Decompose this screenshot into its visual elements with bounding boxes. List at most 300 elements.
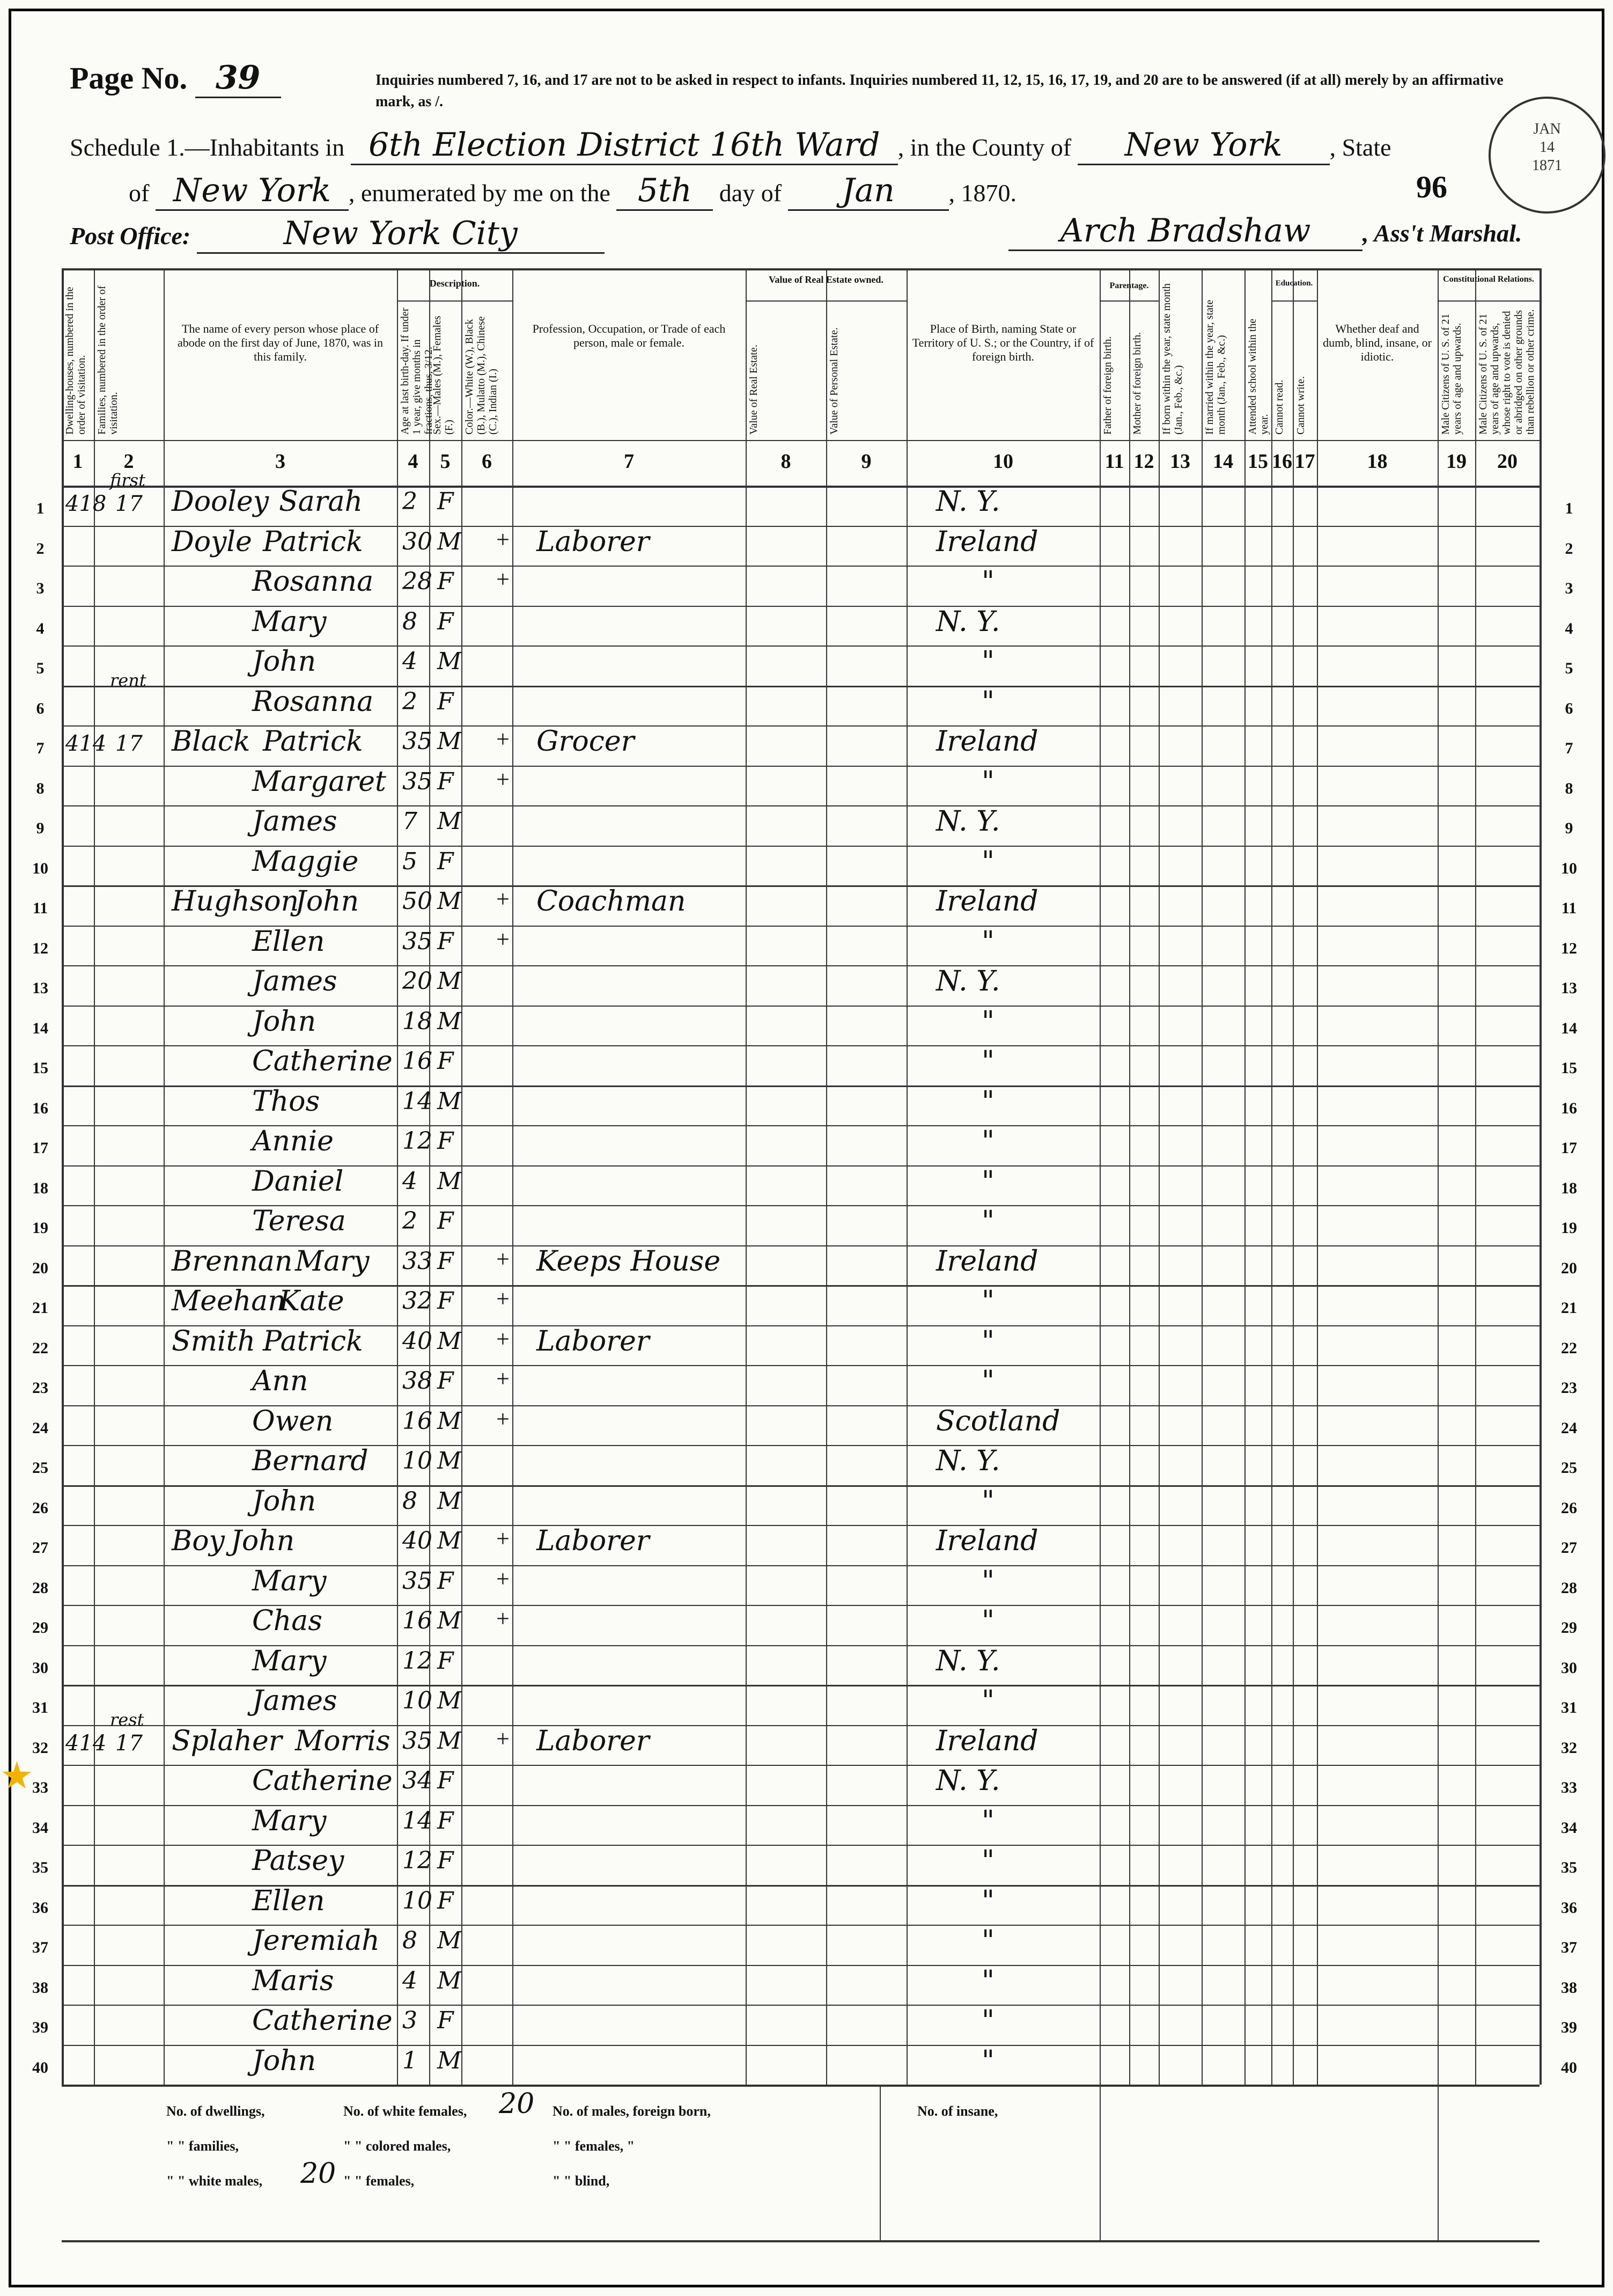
given-name: Patsey bbox=[252, 1845, 344, 1877]
row-number-right: 12 bbox=[1561, 939, 1577, 957]
footer-white-females: No. of white females, bbox=[343, 2103, 467, 2119]
column-rule bbox=[1129, 268, 1130, 2085]
row-number-left: 14 bbox=[32, 1019, 48, 1037]
given-name: Patrick bbox=[263, 725, 363, 758]
age: 34 bbox=[402, 1767, 432, 1794]
row-number-right: 34 bbox=[1561, 1818, 1577, 1837]
age: 40 bbox=[402, 1327, 432, 1355]
row-number-left: 2 bbox=[36, 539, 45, 558]
row-number-left: 34 bbox=[32, 1818, 48, 1837]
column-head-14: If married within the year, state month (Jan., Feb., &c.) bbox=[1204, 299, 1227, 435]
row-number-left: 3 bbox=[36, 579, 45, 597]
row-number-right: 2 bbox=[1565, 539, 1573, 558]
column-number-2: 2 bbox=[123, 450, 134, 473]
age: 35 bbox=[402, 767, 432, 795]
given-name: Catherine bbox=[252, 1045, 393, 1077]
row-number-left: 31 bbox=[32, 1699, 48, 1717]
age: 35 bbox=[402, 1567, 432, 1595]
column-head-15: Attended school within the year. bbox=[1247, 318, 1270, 435]
given-name: Ellen bbox=[252, 1884, 325, 1917]
enumerated-label: , enumerated by me on the bbox=[348, 179, 610, 207]
sex: M bbox=[437, 808, 462, 835]
column-rule bbox=[1438, 268, 1439, 2085]
age: 40 bbox=[402, 1527, 432, 1554]
family-number: 17 bbox=[115, 1730, 143, 1756]
row-number-right: 4 bbox=[1565, 619, 1573, 637]
row-number-left: 7 bbox=[36, 739, 45, 757]
given-name: John bbox=[231, 1525, 295, 1557]
column-number-7: 7 bbox=[624, 450, 634, 473]
given-name: Chas bbox=[252, 1605, 322, 1637]
birthplace: N. Y. bbox=[936, 1445, 1000, 1477]
rule-line bbox=[62, 2085, 1540, 2087]
column-number-18: 18 bbox=[1367, 450, 1388, 473]
column-head-16: Cannot read. bbox=[1273, 379, 1285, 435]
year-value: , 1870. bbox=[948, 179, 1017, 207]
row-number-left: 21 bbox=[32, 1299, 48, 1317]
age: 10 bbox=[402, 1447, 432, 1475]
column-rule bbox=[1271, 268, 1272, 2085]
birthplace: Ireland bbox=[936, 1725, 1038, 1757]
column-head-5: Sex.—Males (M.), Females (F.) bbox=[431, 316, 455, 435]
row-number-right: 32 bbox=[1561, 1738, 1577, 1757]
occupation: Laborer bbox=[536, 1325, 650, 1358]
age: 3 bbox=[402, 2007, 417, 2034]
row-number-right: 23 bbox=[1561, 1379, 1577, 1397]
birthplace: " bbox=[982, 1964, 995, 1997]
footer-white-males: " " white males, bbox=[166, 2173, 263, 2189]
column-head-2: Families, numbered in the order of visitation. bbox=[96, 285, 120, 435]
row-number-right: 25 bbox=[1561, 1459, 1577, 1477]
age: 20 bbox=[402, 967, 432, 995]
age: 35 bbox=[402, 728, 432, 755]
surname: Black bbox=[172, 725, 251, 758]
given-name: Jeremiah bbox=[252, 1925, 380, 1957]
birthplace: " bbox=[982, 1365, 995, 1397]
row-number-left: 28 bbox=[32, 1579, 48, 1597]
age: 8 bbox=[402, 607, 417, 635]
margin-note: rest bbox=[110, 1709, 144, 1730]
sex: M bbox=[437, 648, 462, 675]
column-number-19: 19 bbox=[1446, 450, 1467, 473]
row-number-right: 20 bbox=[1561, 1259, 1577, 1277]
color-mark: + bbox=[496, 766, 510, 793]
given-name: John bbox=[252, 1005, 316, 1038]
surname: Doyle bbox=[172, 525, 252, 558]
footer-colored-males: " " colored males, bbox=[343, 2138, 451, 2154]
given-name: Teresa bbox=[252, 1205, 346, 1237]
received-stamp bbox=[1489, 97, 1605, 214]
row-number-right: 33 bbox=[1561, 1779, 1577, 1796]
column-rule bbox=[1293, 268, 1294, 2085]
footer-dwellings: No. of dwellings, bbox=[166, 2103, 265, 2119]
row-number-left: 36 bbox=[32, 1898, 48, 1917]
surname: Boy bbox=[172, 1525, 225, 1557]
birthplace: " bbox=[982, 1005, 995, 1038]
row-number-left: 30 bbox=[32, 1659, 48, 1677]
row-number-right: 16 bbox=[1561, 1099, 1577, 1117]
given-name: Maris bbox=[252, 1964, 334, 1997]
birthplace: Ireland bbox=[936, 725, 1038, 758]
sex: M bbox=[437, 967, 462, 995]
sex: F bbox=[437, 1647, 454, 1675]
footer-foreign-females: " " females, " bbox=[553, 2138, 635, 2154]
surname: Dooley bbox=[172, 486, 269, 518]
age: 12 bbox=[402, 1847, 432, 1874]
column-rule bbox=[1540, 268, 1542, 2085]
row-number-right: 6 bbox=[1565, 699, 1573, 717]
age: 8 bbox=[402, 1927, 417, 1954]
given-name: Daniel bbox=[252, 1165, 344, 1198]
county-label: , in the County of bbox=[897, 134, 1072, 161]
sex: F bbox=[437, 1127, 454, 1155]
column-number-17: 17 bbox=[1294, 450, 1315, 473]
row-number-left: 23 bbox=[32, 1379, 48, 1397]
column-number-12: 12 bbox=[1133, 450, 1154, 473]
rule-line bbox=[1100, 300, 1159, 302]
footer-white-males-value: 20 bbox=[300, 2158, 336, 2190]
color-mark: + bbox=[496, 1605, 510, 1632]
rule-line bbox=[62, 2240, 1540, 2242]
age: 33 bbox=[402, 1247, 432, 1275]
birthplace: " bbox=[982, 1165, 995, 1198]
row-number-left: 6 bbox=[36, 699, 45, 717]
rule-line bbox=[397, 300, 512, 302]
given-name: Margaret bbox=[252, 765, 386, 798]
row-number-right: 24 bbox=[1561, 1419, 1577, 1437]
row-number-right: 26 bbox=[1561, 1499, 1577, 1517]
column-head-3: The name of every person whose place of abode on the first day of June, 1870, was in this family. bbox=[177, 322, 384, 363]
age: 1 bbox=[402, 2046, 417, 2074]
given-name: Catherine bbox=[252, 1765, 393, 1797]
age: 5 bbox=[402, 847, 417, 875]
row-number-right: 3 bbox=[1565, 579, 1573, 597]
column-head-12: Mother of foreign birth. bbox=[1131, 332, 1143, 435]
sex: M bbox=[437, 1927, 462, 1954]
column-number-16: 16 bbox=[1272, 450, 1292, 473]
given-name: Patrick bbox=[263, 525, 363, 558]
birthplace: " bbox=[982, 645, 995, 678]
row-number-left: 12 bbox=[32, 939, 48, 957]
column-head-6: Color.—White (W.), Black (B.), Mulatto (M.), Chinese (C.), Indian (I.) bbox=[463, 316, 499, 435]
group-head-constitutional: Constitutional Relations. bbox=[1443, 275, 1534, 284]
sex: M bbox=[437, 1527, 462, 1554]
age: 16 bbox=[402, 1047, 432, 1075]
column-head-17: Cannot write. bbox=[1295, 376, 1307, 435]
row-number-left: 15 bbox=[32, 1059, 48, 1077]
row-number-right: 1 bbox=[1565, 500, 1573, 517]
state-label: , State bbox=[1329, 134, 1391, 161]
day-value: 5th bbox=[616, 172, 713, 211]
row-number-right: 5 bbox=[1565, 659, 1573, 677]
column-head-18: Whether deaf and dumb, blind, insane, or idiotic. bbox=[1323, 322, 1432, 363]
sex: M bbox=[437, 2046, 462, 2074]
dwelling-number: 418 bbox=[65, 492, 107, 516]
sex: F bbox=[437, 1767, 454, 1794]
row-number-left: 27 bbox=[32, 1539, 48, 1557]
row-number-right: 35 bbox=[1561, 1859, 1577, 1876]
birthplace: " bbox=[982, 685, 995, 718]
row-number-right: 29 bbox=[1561, 1619, 1577, 1637]
enumeration-line bbox=[129, 172, 1017, 211]
given-name: Maggie bbox=[252, 845, 359, 878]
row-number-right: 27 bbox=[1561, 1539, 1577, 1557]
dwelling-number: 414 bbox=[65, 731, 107, 756]
column-rule bbox=[880, 2085, 881, 2240]
sex: F bbox=[437, 2007, 454, 2034]
given-name: Mary bbox=[252, 1645, 327, 1677]
sex: M bbox=[437, 1607, 462, 1634]
row-number-right: 17 bbox=[1561, 1139, 1577, 1157]
given-name: Bernard bbox=[252, 1445, 369, 1477]
row-number-left: 25 bbox=[32, 1459, 48, 1477]
group-head-description: Description. bbox=[429, 278, 480, 289]
given-name: Ann bbox=[252, 1365, 308, 1397]
row-number-right: 11 bbox=[1561, 899, 1577, 917]
row-number-right: 40 bbox=[1561, 2058, 1577, 2077]
column-number-3: 3 bbox=[275, 450, 285, 473]
given-name: Ellen bbox=[252, 925, 325, 958]
birthplace: Ireland bbox=[936, 1245, 1038, 1278]
column-rule bbox=[1438, 2085, 1439, 2240]
column-head-9: Value of Personal Estate. bbox=[828, 327, 840, 435]
state-value: New York bbox=[156, 172, 349, 211]
age: 2 bbox=[402, 1207, 417, 1235]
schedule-line bbox=[70, 126, 1391, 165]
sex: M bbox=[437, 1447, 462, 1475]
stamp-year: 1871 bbox=[1532, 157, 1562, 174]
column-rule bbox=[1100, 2085, 1101, 2240]
color-mark: + bbox=[496, 1725, 510, 1752]
column-rule bbox=[746, 268, 747, 2085]
column-number-10: 10 bbox=[993, 450, 1013, 473]
given-name: James bbox=[252, 805, 337, 838]
given-name: Annie bbox=[252, 1125, 334, 1157]
rule-line bbox=[1271, 300, 1317, 302]
page-label-text: Page No. bbox=[70, 61, 188, 96]
row-number-left: 40 bbox=[32, 2058, 48, 2077]
sex: F bbox=[437, 1207, 454, 1235]
row-number-right: 13 bbox=[1561, 979, 1577, 997]
color-mark: + bbox=[496, 566, 510, 592]
occupation: Laborer bbox=[536, 1525, 650, 1557]
given-name: Catherine bbox=[252, 2005, 393, 2037]
column-rule bbox=[397, 268, 398, 2085]
column-rule bbox=[1317, 268, 1318, 2085]
color-mark: + bbox=[496, 1525, 510, 1552]
column-number-8: 8 bbox=[780, 450, 791, 473]
color-mark: + bbox=[496, 886, 510, 912]
column-head-11: Father of foreign birth. bbox=[1102, 336, 1114, 435]
row-number-right: 21 bbox=[1561, 1299, 1577, 1317]
column-number-13: 13 bbox=[1170, 450, 1190, 473]
age: 2 bbox=[402, 687, 417, 715]
sex: M bbox=[437, 1687, 462, 1714]
birthplace: " bbox=[982, 1884, 995, 1917]
footer-females: " " females, bbox=[343, 2173, 415, 2189]
sex: M bbox=[437, 1727, 462, 1755]
post-office-line bbox=[70, 215, 605, 254]
row-number-left: 22 bbox=[32, 1339, 48, 1357]
color-mark: + bbox=[496, 926, 510, 952]
age: 28 bbox=[402, 568, 432, 595]
rule-line bbox=[1438, 300, 1540, 302]
birthplace: " bbox=[982, 845, 995, 878]
column-rule bbox=[94, 268, 95, 2085]
sex: F bbox=[437, 1847, 454, 1874]
given-name: Mary bbox=[295, 1245, 370, 1278]
row-number-left: 1 bbox=[36, 500, 45, 517]
row-number-right: 22 bbox=[1561, 1339, 1577, 1357]
sex: M bbox=[437, 728, 462, 755]
day-label: day of bbox=[719, 179, 782, 207]
birthplace: Ireland bbox=[936, 525, 1038, 558]
sex: F bbox=[437, 767, 454, 795]
row-number-right: 18 bbox=[1561, 1179, 1577, 1197]
color-mark: + bbox=[496, 1245, 510, 1272]
sex: F bbox=[437, 847, 454, 875]
birthplace: Ireland bbox=[936, 1525, 1038, 1557]
occupation: Coachman bbox=[536, 885, 686, 918]
sex: F bbox=[437, 607, 454, 635]
row-number-left: 9 bbox=[36, 819, 45, 837]
birthplace: N. Y. bbox=[936, 605, 1000, 638]
birthplace: N. Y. bbox=[936, 965, 1000, 997]
schedule-label: Schedule 1.—Inhabitants in bbox=[70, 134, 345, 161]
color-mark: + bbox=[496, 526, 510, 553]
birthplace: " bbox=[982, 1325, 995, 1358]
sex: F bbox=[437, 687, 454, 715]
sex: F bbox=[437, 1367, 454, 1395]
column-rule bbox=[461, 268, 462, 2085]
given-name: Mary bbox=[252, 605, 327, 638]
sex: M bbox=[437, 1327, 462, 1355]
stamp-day: 14 bbox=[1540, 139, 1555, 156]
age: 4 bbox=[402, 648, 417, 675]
row-number-right: 30 bbox=[1561, 1659, 1577, 1677]
surname: Hughson bbox=[172, 885, 299, 918]
birthplace: " bbox=[982, 1925, 995, 1957]
birthplace: " bbox=[982, 1685, 995, 1717]
group-head-education: Education. bbox=[1275, 279, 1313, 288]
sex: F bbox=[437, 1567, 454, 1595]
age: 10 bbox=[402, 1887, 432, 1914]
birthplace: " bbox=[982, 1045, 995, 1077]
column-rule bbox=[1100, 268, 1101, 2085]
row-number-right: 14 bbox=[1561, 1019, 1577, 1037]
birthplace: N. Y. bbox=[936, 805, 1000, 838]
row-number-left: 32 bbox=[32, 1738, 48, 1757]
row-number-right: 38 bbox=[1561, 1978, 1577, 1997]
birthplace: " bbox=[982, 765, 995, 798]
age: 4 bbox=[402, 1967, 417, 1994]
county-value: New York bbox=[1078, 126, 1330, 165]
age: 32 bbox=[402, 1287, 432, 1315]
birthplace: " bbox=[982, 2005, 995, 2037]
district-value: 6th Election District 16th Ward bbox=[351, 126, 898, 165]
footer-insane: No. of insane, bbox=[917, 2103, 998, 2119]
birthplace: Ireland bbox=[936, 885, 1038, 918]
row-number-left: 29 bbox=[32, 1619, 48, 1637]
row-number-left: 35 bbox=[32, 1859, 48, 1876]
age: 7 bbox=[402, 808, 417, 835]
stamp-month: JAN bbox=[1533, 121, 1561, 137]
row-number-left: 38 bbox=[32, 1978, 48, 1997]
sex: F bbox=[437, 488, 454, 515]
age: 30 bbox=[402, 527, 432, 555]
inquiries-note: Inquiries numbered 7, 16, and 17 are not to be asked in respect to infants. Inquiries numbered 11, 12, 15, 16, 17, 19, and 20 are to be answered (if at all) merely by an affirmative mark, as /. bbox=[375, 72, 1504, 110]
column-number-15: 15 bbox=[1248, 450, 1268, 473]
occupation: Laborer bbox=[536, 1725, 650, 1757]
column-head-1: Dwelling-houses, numbered in the order of visitation. bbox=[64, 287, 87, 435]
sex: F bbox=[437, 927, 454, 955]
age: 16 bbox=[402, 1407, 432, 1435]
post-office-label: Post Office: bbox=[70, 222, 191, 250]
row-number-left: 20 bbox=[32, 1259, 48, 1277]
given-name: Mary bbox=[252, 1565, 327, 1597]
sex: M bbox=[437, 1167, 462, 1195]
group-head-value: Value of Real Estate owned. bbox=[769, 274, 883, 285]
given-name: John bbox=[252, 2044, 316, 2077]
row-number-right: 8 bbox=[1565, 779, 1573, 797]
sex: M bbox=[437, 1087, 462, 1115]
given-name: John bbox=[252, 645, 316, 678]
birthplace: Scotland bbox=[936, 1405, 1060, 1437]
star-marker-icon: ★ bbox=[0, 1756, 34, 1797]
column-rule bbox=[62, 268, 64, 2085]
footer-white-females-value: 20 bbox=[499, 2088, 535, 2120]
age: 8 bbox=[402, 1487, 417, 1515]
birthplace: " bbox=[982, 2044, 995, 2077]
given-name: John bbox=[295, 885, 359, 918]
color-mark: + bbox=[496, 1565, 510, 1592]
page-label bbox=[70, 59, 281, 98]
row-number-right: 36 bbox=[1561, 1898, 1577, 1917]
sex: M bbox=[437, 1007, 462, 1035]
column-number-5: 5 bbox=[440, 450, 451, 473]
age: 18 bbox=[402, 1007, 432, 1035]
sex: M bbox=[437, 1487, 462, 1515]
row-number-right: 19 bbox=[1561, 1219, 1577, 1237]
surname: Brennan bbox=[172, 1245, 293, 1278]
column-head-13: If born within the year, state month (Jan., Feb., &c.) bbox=[1161, 283, 1184, 435]
column-head-8: Value of Real Estate. bbox=[748, 344, 760, 435]
given-name: Rosanna bbox=[252, 685, 374, 718]
birthplace: " bbox=[982, 925, 995, 958]
age: 50 bbox=[402, 887, 432, 915]
margin-note: first bbox=[110, 470, 145, 490]
birthplace: " bbox=[982, 1205, 995, 1237]
color-mark: + bbox=[496, 726, 510, 752]
row-number-right: 15 bbox=[1561, 1059, 1577, 1077]
rule-line bbox=[746, 300, 907, 302]
age: 35 bbox=[402, 927, 432, 955]
sex: F bbox=[437, 568, 454, 595]
sex: M bbox=[437, 1967, 462, 1994]
row-number-right: 9 bbox=[1565, 819, 1573, 837]
row-number-left: 26 bbox=[32, 1499, 48, 1517]
column-head-7: Profession, Occupation, or Trade of each person, male or female. bbox=[532, 322, 726, 349]
age: 38 bbox=[402, 1367, 432, 1395]
color-mark: + bbox=[496, 1405, 510, 1432]
column-rule bbox=[826, 268, 827, 2085]
row-number-left: 17 bbox=[32, 1139, 48, 1157]
column-rule bbox=[512, 268, 513, 2085]
sex: M bbox=[437, 1407, 462, 1435]
row-number-right: 10 bbox=[1561, 859, 1577, 877]
row-number-left: 39 bbox=[32, 2019, 48, 2036]
color-mark: + bbox=[496, 1286, 510, 1312]
